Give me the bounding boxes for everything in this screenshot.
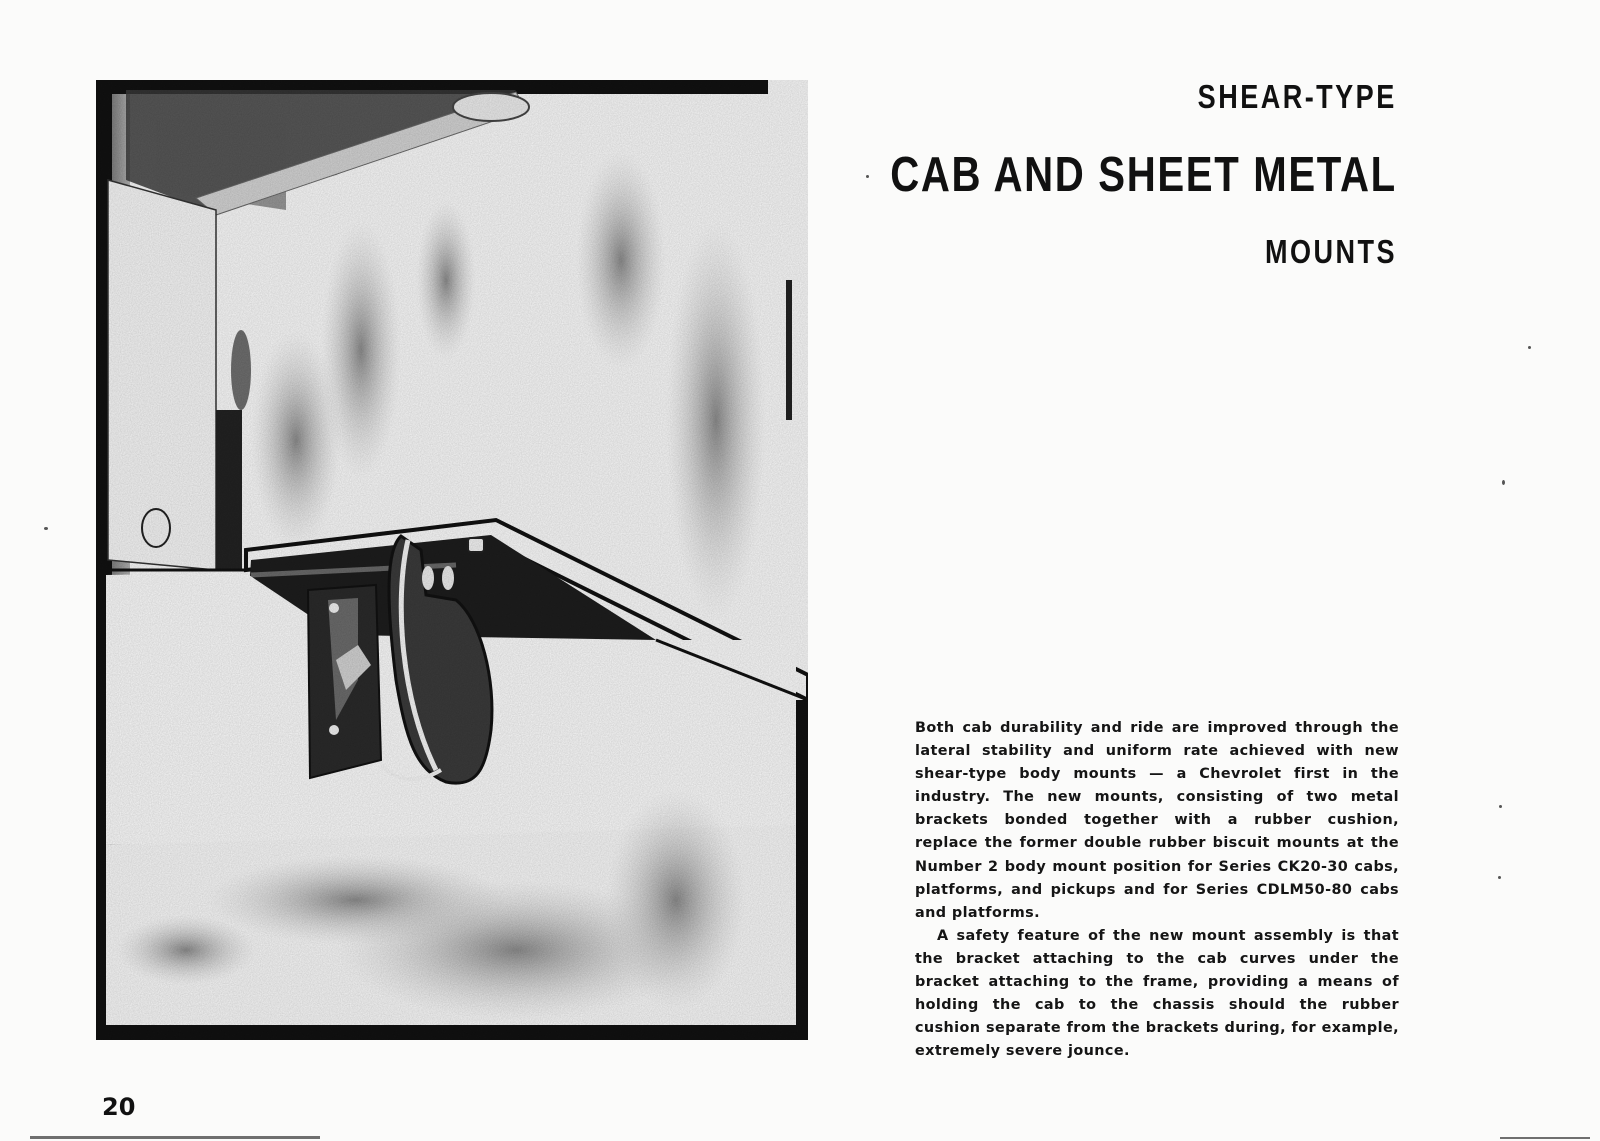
photo-illustration — [96, 80, 808, 1040]
paragraph-1: Both cab durability and ride are improved through the lateral stability and uniform rate achieved with new shear-type body mounts — a Chevrolet first in the industry. The new mounts, consisting of two metal brackets bonded together with a rubber cushion, replace the former double rubber biscuit mounts at the Number 2 body mount position for Series CK20-30 cabs, platforms, and pickups and for Series CDLM50-80 cabs and platforms. — [915, 720, 1399, 921]
body-mount-photo — [96, 80, 808, 1040]
scan-speck — [1499, 805, 1502, 808]
scan-speck — [1528, 346, 1531, 349]
scan-speck — [44, 527, 48, 530]
page-number: 20 — [102, 1093, 136, 1121]
scan-speck — [1502, 480, 1505, 485]
scan-edge-mark — [30, 1136, 320, 1139]
heading-title: CAB AND SHEET METAL — [890, 148, 1397, 202]
scan-speck — [866, 175, 869, 178]
body-text — [915, 717, 1399, 1063]
scan-speck — [1498, 876, 1501, 879]
heading-line-3: MOUNTS — [1264, 233, 1397, 270]
heading-line-1: SHEAR-TYPE — [1197, 78, 1397, 115]
scan-edge-mark — [1500, 1137, 1590, 1139]
paragraph-2: A safety feature of the new mount assembly is that the bracket attaching to the cab curves under the bracket attaching to the frame, providing a means of holding the cab to the chassis should the rubber cushion separate from the brackets during, for example, extremely severe jounce. — [915, 927, 1399, 1060]
